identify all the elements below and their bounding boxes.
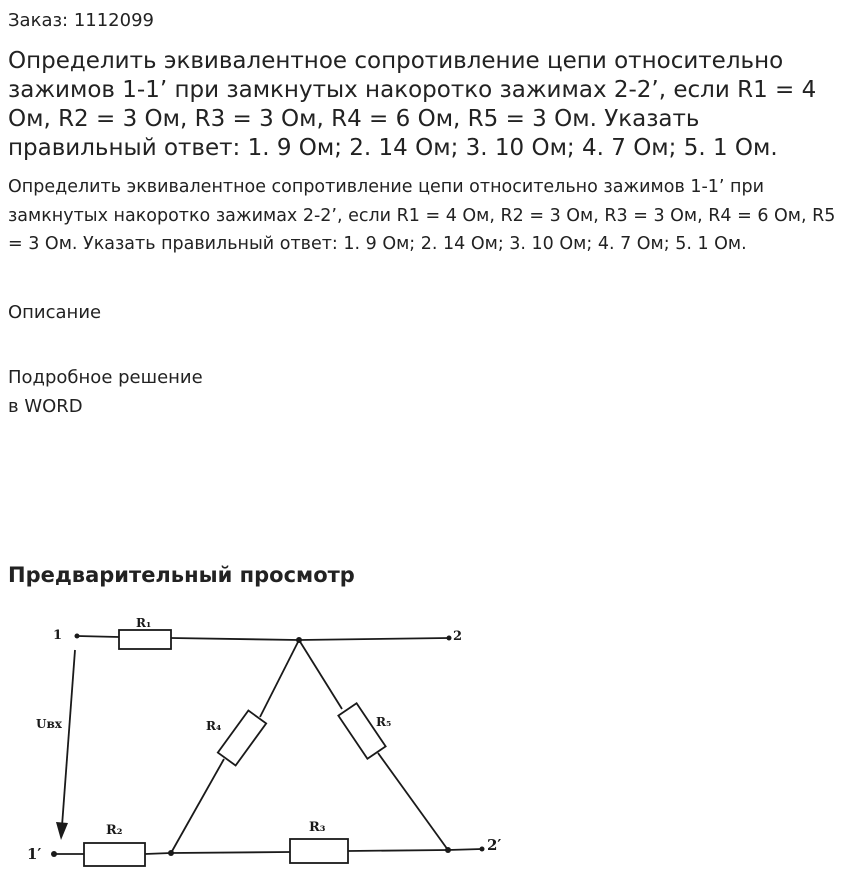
label-terminal-2: 2 (453, 629, 463, 644)
resistor-r2 (84, 843, 145, 866)
label-r1: R₁ (136, 616, 152, 630)
node-terminal-1 (75, 634, 80, 639)
wire-before-r3 (171, 852, 290, 853)
wire-r2-r3 (145, 853, 171, 854)
description-line: в WORD (8, 396, 83, 417)
node-terminal-2p (480, 847, 485, 852)
node-bottom-right (445, 847, 451, 853)
resistor-r5 (338, 703, 385, 758)
wire-r5-lower (378, 753, 448, 850)
wire-top-left (77, 636, 119, 637)
wire-top-right (299, 638, 449, 640)
node-terminal-2 (447, 636, 452, 641)
label-terminal-2p: 2′ (487, 836, 502, 854)
node-terminal-1p (51, 851, 57, 857)
label-r2: R₂ (106, 823, 123, 838)
node-bottom-left (168, 850, 174, 856)
label-r4: R₄ (206, 719, 222, 733)
label-r3: R₃ (309, 820, 326, 835)
description-label: Описание (8, 302, 102, 323)
circuit-diagram (22, 614, 505, 874)
circuit-preview-image (22, 614, 505, 874)
label-terminal-1p: 1′ (27, 845, 42, 863)
page-title: Определить эквивалентное сопротивление цепи относительно зажимов 1-1’ при замкнутых накоротко зажимах 2-2’, если R1 = 4 Ом, R2 = 3 Ом, R3 = 3 Ом, R4 = 6 Ом, R5 = 3 Ом. Указать правильный ответ: 1. 9 Ом; 2. 14 Ом; 3. 10 Ом; 4. 7 Ом; 5. 1 Ом. (8, 48, 817, 161)
label-r5: R₅ (376, 715, 392, 729)
label-terminal-1: 1 (53, 628, 63, 643)
wire-r5-upper (299, 640, 342, 709)
preview-heading: Предварительный просмотр (8, 563, 355, 587)
wire-bottom-right (448, 849, 482, 850)
description-line: Подробное решение (8, 367, 203, 388)
resistor-r1 (119, 630, 171, 649)
voltage-arrow-head (56, 822, 68, 840)
order-number: Заказ: 1112099 (8, 10, 154, 31)
node-top (296, 637, 302, 643)
resistor-r3 (290, 839, 348, 863)
wire-r4-lower (171, 759, 224, 853)
resistor-r4 (218, 710, 266, 765)
wire-top-middle (171, 638, 299, 640)
label-input-voltage: Uвх (36, 717, 62, 731)
wire-after-r3 (348, 850, 448, 851)
voltage-arrow (62, 650, 75, 826)
wire-r4-upper (260, 640, 299, 717)
problem-statement: Определить эквивалентное сопротивление цепи относительно зажимов 1-1’ при замкнутых накоротко зажимах 2-2’, если R1 = 4 Ом, R2 = 3 Ом, R3 = 3 Ом, R4 = 6 Ом, R5 = 3 Ом. Указать правильный ответ: 1. 9 Ом; 2. 14 Ом; 3. 10 Ом; 4. 7 Ом; 5. 1 Ом. (8, 177, 836, 254)
description-text (8, 363, 203, 421)
